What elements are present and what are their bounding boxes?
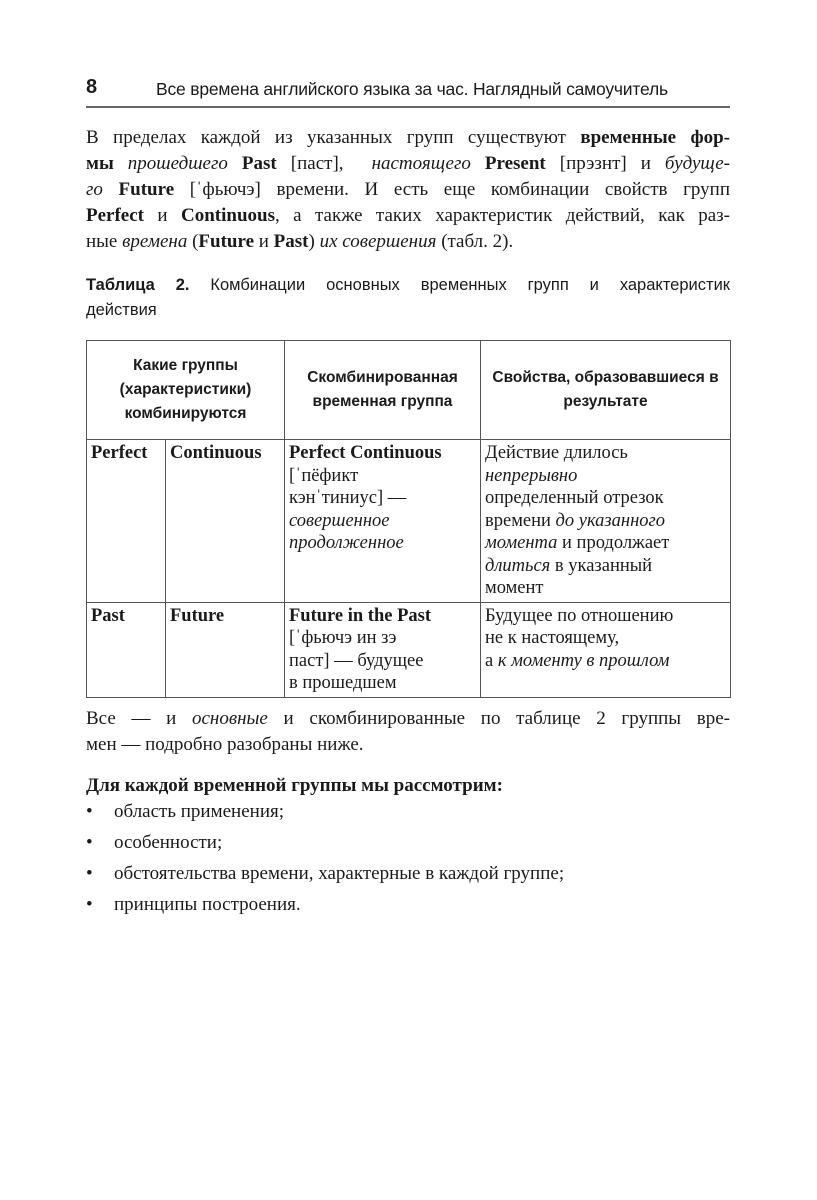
text-run: временные фор- — [580, 127, 730, 148]
text-run: Future in the Past — [289, 605, 432, 626]
text-run: Past — [91, 605, 125, 626]
text-run: до указанного — [555, 510, 665, 531]
text-line — [485, 555, 726, 578]
text-run: будуще- — [664, 153, 730, 174]
text-line — [289, 465, 476, 488]
list-item: • обстоятельства времени, характерные в каждой группе; — [86, 861, 730, 892]
text-line — [86, 773, 730, 799]
header-properties: Свойства, образовавшиеся в результате — [481, 341, 731, 440]
text-run: времени — [485, 510, 556, 531]
bullet-icon: • — [86, 862, 93, 884]
text-run: в прошедшем — [289, 673, 397, 693]
cell-combined — [285, 602, 481, 697]
text-line — [86, 151, 730, 177]
book-title: Все времена английского языка за час. Наглядный самоучитель — [156, 79, 668, 99]
bullet-icon: • — [86, 800, 93, 822]
cell-group-1 — [87, 602, 166, 697]
text-run: паст] — будущее — [289, 650, 424, 671]
text-line — [485, 442, 726, 465]
text-line — [485, 577, 726, 600]
list-item: • область применения; — [86, 799, 730, 830]
text-line — [86, 203, 730, 229]
cell-group-2 — [166, 602, 285, 697]
text-run: совершенное — [289, 510, 390, 531]
list-item: • особенности; — [86, 830, 730, 861]
text-run: момент — [485, 578, 544, 598]
header-groups: Какие группы (характеристики) комбинируются — [87, 341, 285, 440]
text-run: [ˈфьючэ ин зэ — [289, 628, 397, 648]
text-run: [ˈфьючэ] времени. И есть еще комбинации свойств групп — [189, 179, 730, 200]
header-combined: Скомбинированная временная группа — [285, 341, 481, 440]
table-caption — [86, 273, 730, 323]
text-run: Past — [273, 231, 309, 252]
text-line — [485, 532, 726, 555]
text-run: момента — [485, 533, 558, 553]
text-run: [ˈпёфикт — [289, 465, 359, 486]
text-run: определенный отрезок — [485, 488, 664, 508]
text-run: длиться — [485, 555, 551, 576]
text-line — [170, 442, 280, 465]
content-flow — [86, 340, 730, 923]
page-number: 8 — [86, 76, 98, 98]
text-line — [170, 605, 280, 628]
text-line — [289, 605, 476, 628]
cell-group-1 — [87, 440, 166, 603]
text-line — [289, 627, 476, 650]
text-run: Комбинации основных временных групп и характеристик — [189, 276, 730, 294]
text-line — [485, 627, 726, 650]
text-run: ные — [86, 231, 123, 252]
cell-combined — [285, 440, 481, 603]
text-run: Все — и — [86, 707, 192, 729]
bullet-icon: • — [86, 893, 93, 915]
text-run: [прэзнт] и — [559, 153, 665, 174]
text-run: мы — [86, 153, 128, 174]
text-line — [485, 605, 726, 628]
running-header — [86, 76, 730, 108]
text-line — [485, 650, 726, 673]
text-line — [86, 273, 730, 298]
text-run: не к настоящему, — [485, 628, 620, 648]
list-heading — [86, 773, 730, 799]
after-table-paragraph — [86, 706, 730, 758]
intro-paragraph — [86, 125, 730, 255]
text-run: Действие длилось — [485, 443, 628, 463]
text-run: а — [485, 650, 498, 671]
text-run: времена — [122, 231, 188, 252]
cell-group-2 — [166, 440, 285, 603]
text-run: Future — [170, 605, 225, 626]
text-run: Future — [198, 231, 254, 252]
text-run: и скомбинированные по таблице 2 группы вре- — [267, 707, 730, 729]
text-run: В пределах каждой из указанных групп существуют — [86, 127, 581, 148]
text-line — [86, 177, 730, 203]
text-run: и — [144, 205, 181, 226]
bullet-icon: • — [86, 831, 93, 853]
text-run: Будущее по отношению — [485, 605, 674, 626]
text-line — [289, 532, 476, 555]
text-run: кэнˈтиниус] — — [289, 488, 407, 508]
text-run: Continuous — [181, 205, 275, 226]
text-run: ) — [308, 231, 320, 252]
text-line — [86, 125, 730, 151]
text-run: к моменту в прошлом — [497, 650, 670, 671]
cell-properties — [481, 602, 731, 697]
combinations-table — [86, 340, 731, 698]
text-run: Past — [241, 153, 291, 174]
text-line — [86, 706, 730, 732]
text-line — [91, 605, 161, 628]
text-run: в указанный — [550, 555, 653, 576]
text-line — [86, 732, 730, 758]
cell-properties — [481, 440, 731, 603]
text-line — [91, 442, 161, 465]
text-line — [289, 650, 476, 673]
list-item: • принципы построения. — [86, 892, 730, 923]
text-line — [289, 487, 476, 510]
text-run: , а также таких характеристик действий, как раз- — [275, 205, 730, 226]
text-run: (табл. 2). — [436, 231, 514, 252]
text-run: [паст], — [290, 153, 372, 174]
text-run: Future — [118, 179, 190, 200]
text-run: мен — подробно разобраны ниже. — [86, 733, 364, 755]
text-run: основные — [192, 707, 268, 729]
text-run: Perfect — [91, 443, 148, 463]
table-row — [87, 602, 731, 697]
text-run: Present — [484, 153, 560, 174]
text-run: Perfect Continuous — [289, 443, 442, 463]
text-run: непрерывно — [485, 465, 578, 486]
text-line — [289, 510, 476, 533]
text-line — [485, 465, 726, 488]
text-run: действия — [86, 301, 157, 319]
text-run: настоящего — [371, 153, 485, 174]
table-header-row — [87, 341, 731, 440]
text-run: го — [86, 179, 119, 200]
text-run: Continuous — [170, 443, 262, 463]
text-run: их совершения — [319, 231, 437, 252]
text-run: и продолжает — [557, 533, 670, 553]
text-line — [86, 298, 730, 323]
text-run: Perfect — [86, 205, 144, 226]
text-run: ( — [187, 231, 199, 252]
table-row — [87, 440, 731, 603]
text-line — [86, 229, 730, 255]
text-line — [485, 487, 726, 510]
text-run: Таблица 2. — [86, 276, 190, 294]
text-run: продолженное — [289, 533, 404, 553]
text-line — [485, 510, 726, 533]
text-line — [289, 672, 476, 695]
text-run: и — [254, 231, 274, 252]
text-line — [289, 442, 476, 465]
text-run: прошедшего — [127, 153, 242, 174]
text-run: Для каждой временной группы мы рассмотрим: — [86, 774, 503, 796]
